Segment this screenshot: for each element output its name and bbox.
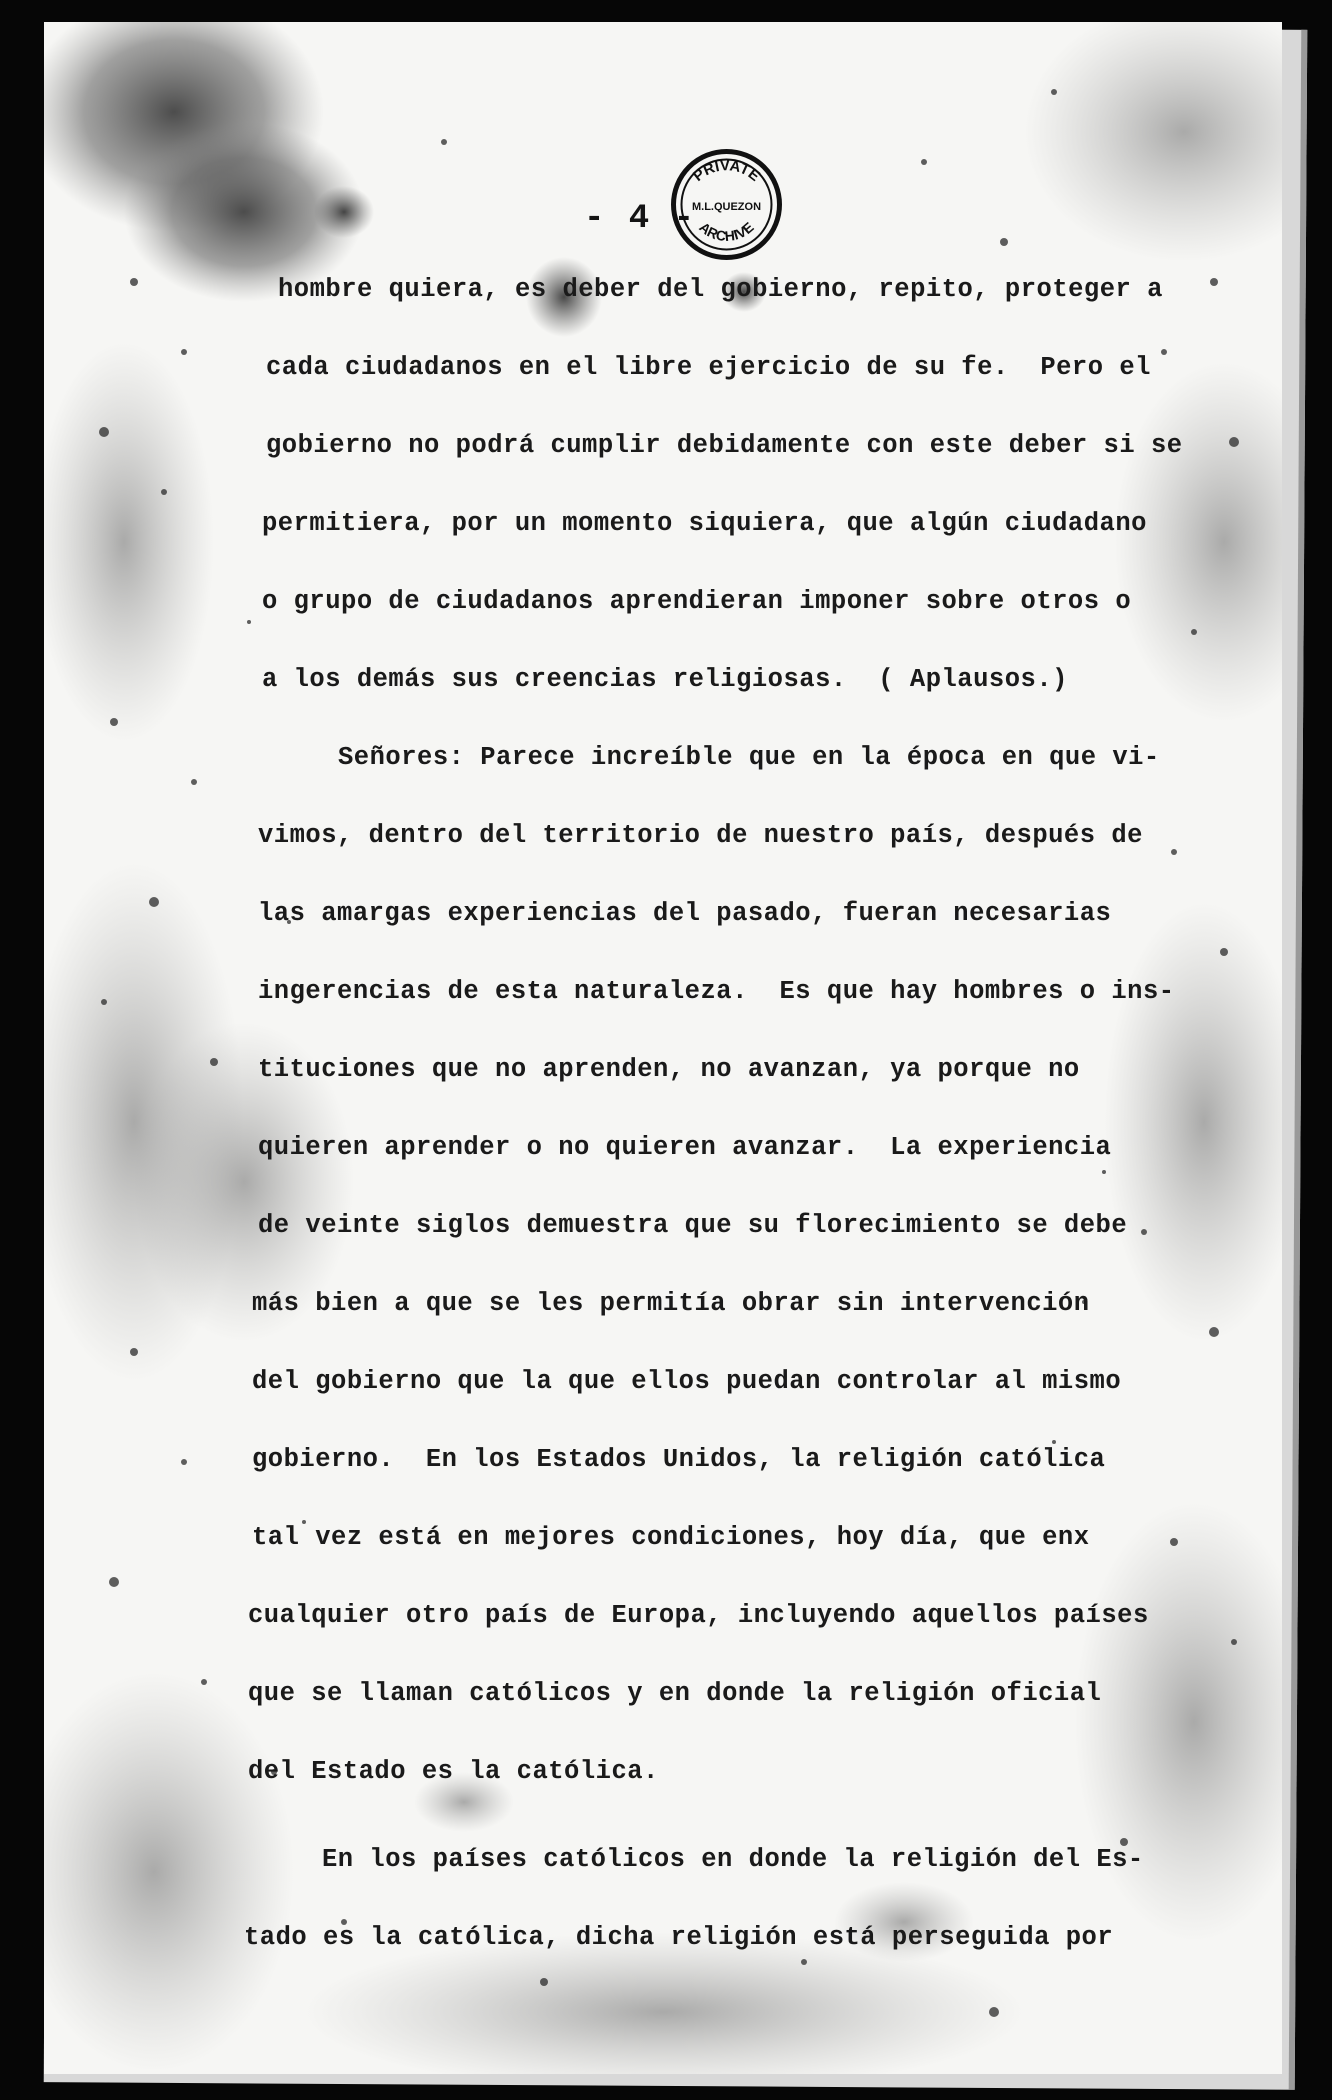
text-line-22: tado es la católica, dicha religión está perseguida por xyxy=(244,1923,1114,1952)
text-line-14: más bien a que se les permitía obrar sin intervención xyxy=(252,1289,1090,1318)
text-line-18: cualquier otro país de Europa, incluyendo aquellos países xyxy=(248,1601,1149,1630)
text-line-20: del Estado es la católica. xyxy=(248,1757,659,1786)
stamp-bottom-text: ARCHIVE xyxy=(696,218,757,245)
text-line-9: las amargas experiencias del pasado, fueran necesarias xyxy=(258,899,1112,928)
text-line-15: del gobierno que la que ellos puedan controlar al mismo xyxy=(252,1367,1122,1396)
stamp-top-text: PRIVATE xyxy=(689,157,764,185)
text-line-21: En los países católicos en donde la religión del Es- xyxy=(322,1845,1144,1874)
text-line-13: de veinte siglos demuestra que su florecimiento se debe xyxy=(258,1211,1128,1240)
svg-text:PRIVATE xyxy=(690,157,763,185)
text-line-1: hombre quiera, es deber del gobierno, repito, proteger a xyxy=(278,275,1163,304)
svg-text:ARCHIVE xyxy=(696,219,756,244)
text-line-17: tal vez está en mejores condiciones, hoy día, que enx xyxy=(252,1523,1090,1552)
text-line-12: quieren aprender o no quieren avanzar. La experiencia xyxy=(258,1133,1112,1162)
document-page xyxy=(44,22,1282,2074)
text-line-16: gobierno. En los Estados Unidos, la religión católica xyxy=(252,1445,1106,1474)
toner-stains xyxy=(44,22,1282,2074)
text-line-4: permitiera, por un momento siquiera, que algún ciudadano xyxy=(262,509,1147,538)
archive-stamp-seal xyxy=(669,147,784,262)
text-line-7: Señores: Parece increíble que en la época en que vi- xyxy=(338,743,1160,772)
text-line-8: vimos, dentro del territorio de nuestro país, después de xyxy=(258,821,1143,850)
text-line-3: gobierno no podrá cumplir debidamente con este deber si se xyxy=(266,431,1183,460)
text-line-5: o grupo de ciudadanos aprendieran imponer sobre otros o xyxy=(262,587,1132,616)
page-number: - 4 - xyxy=(584,200,697,238)
text-line-10: ingerencias de esta naturaleza. Es que hay hombres o ins- xyxy=(258,977,1175,1006)
text-line-2: cada ciudadanos en el libre ejercicio de su fe. Pero el xyxy=(266,353,1151,382)
text-line-19: que se llaman católicos y en donde la religión oficial xyxy=(248,1679,1102,1708)
text-line-6: a los demás sus creencias religiosas. ( Aplausos.) xyxy=(262,665,1068,694)
stamp-middle-text: M.L.QUEZON xyxy=(691,201,762,213)
text-line-11: tituciones que no aprenden, no avanzan, ya porque no xyxy=(258,1055,1080,1084)
